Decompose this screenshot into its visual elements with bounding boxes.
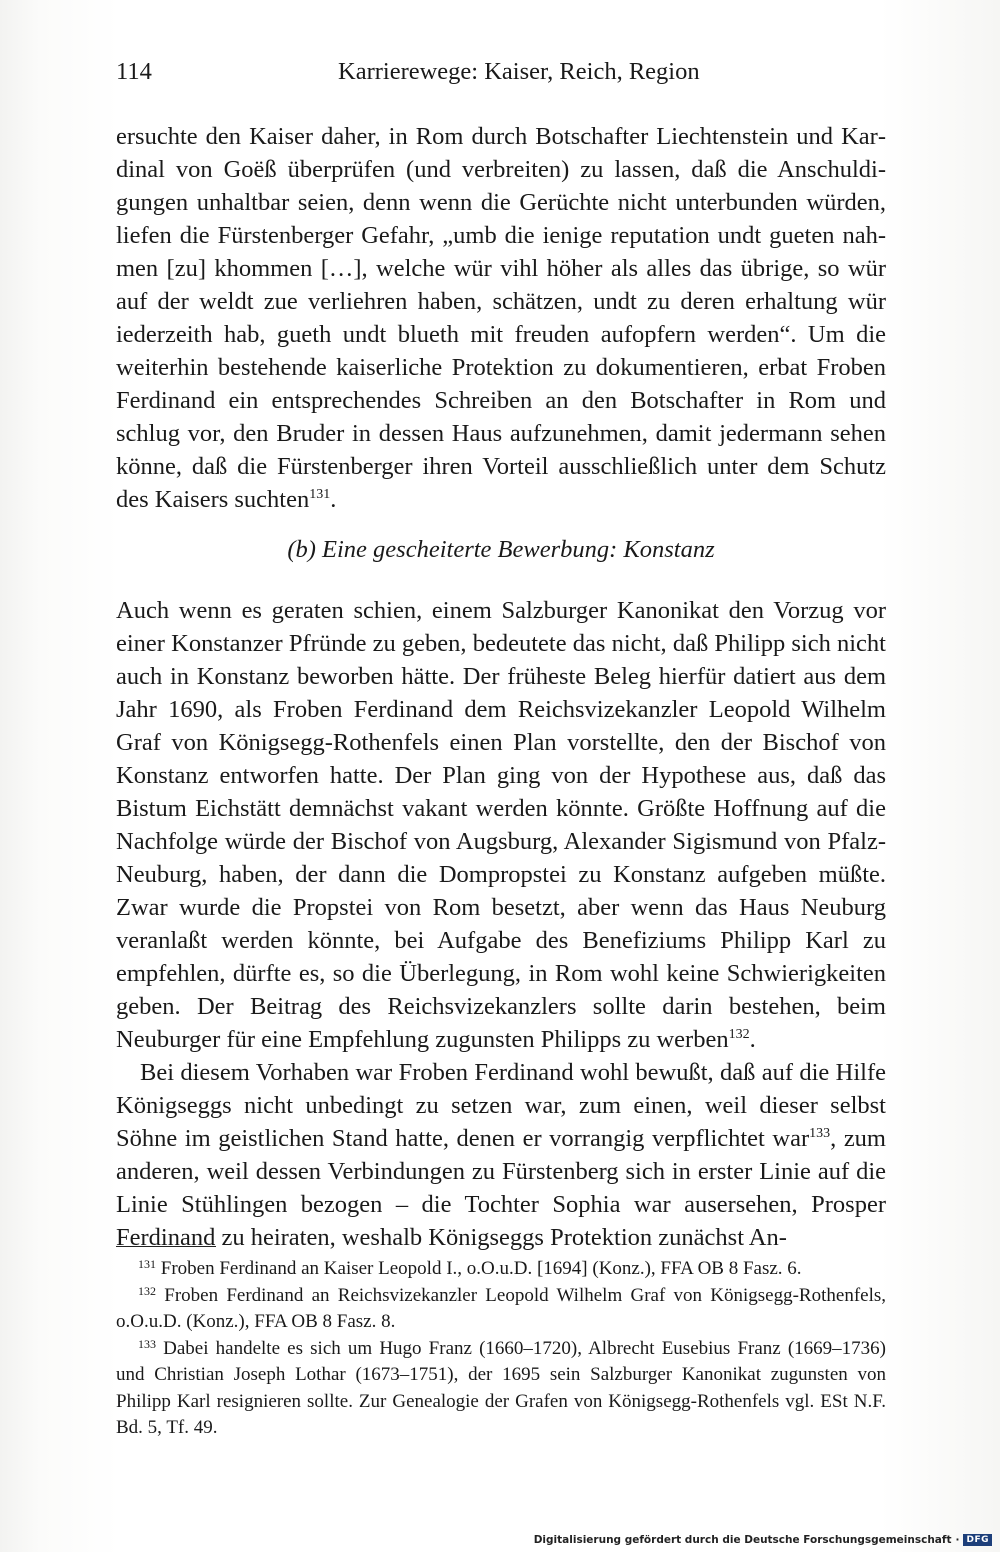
- paragraph-2-text: Auch wenn es geraten schien, einem Salzburger Kanonikat den Vorzug vor einer Konstanzer Pfründe zu geben, bedeutete das nicht, daß Philipp sich nicht auch in Konstanz beworben hätte. Der früheste Beleg hierfür datiert aus dem Jahr 1690, als Froben Ferdinand dem Reichsvizekanzler Leopold Wilhelm Graf von Königsegg-Rothenfels einen Plan vorstellte, den der Bischof von Konstanz entworfen hatte. Der Plan ging von der Hypothese aus, daß das Bistum Eichstätt demnächst vakant werden könnte. Größte Hoffnung auf die Nachfolge würde der Bischof von Augsburg, Alexander Sigismund von Pfalz-Neuburg, haben, der dann die Dompropstei zu Konstanz aufgeben müßte. Zwar wurde die Propstei von Rom besetzt, aber wenn das Haus Neuburg veranlaßt werden könnte, bei Aufgabe des Benefiziums Philipp Karl zu empfehlen, dürfte es, so die Überlegung, in Rom wohl keine Schwierigkeiten geben. Der Beitrag des Reichsvizekanzlers sollte darin bestehen, beim Neuburger für eine Empfehlung zugunsten Philipps zu werben: [116, 597, 886, 1053]
- footnote-number: 133: [138, 1336, 156, 1351]
- paragraph-1-end: .: [330, 486, 337, 513]
- digitization-credit: [534, 1534, 992, 1546]
- section-heading: (b) Eine gescheiterte Bewerbung: Konstanz: [287, 536, 715, 563]
- paragraph-3-text-b: , zum anderen, weil dessen Verbindungen zu Fürstenberg sich in erster Linie auf die Linie Stühlingen bezogen – die Tochter Sophia war ausersehen, Prosper Ferdinand zu heiraten, weshalb Königseggs Protektion zunächst An-: [116, 1125, 886, 1251]
- footnote-text: Dabei handelte es sich um Hugo Franz (1660–1720), Albrecht Eusebius Franz (1669–1736) und Christian Joseph Lothar (1673–1751), der 1695 sein Salzburger Kanonikat zugunsten von Philipp Karl resignieren sollte. Zur Genealogie der Grafen von Königsegg-Rothenfels vgl. ESt N.F. Bd. 5, Tf. 49.: [116, 1337, 887, 1438]
- footnote-131: [116, 1256, 886, 1283]
- footnote-133: [116, 1336, 886, 1442]
- footnote-ref-132[interactable]: 132: [728, 1027, 750, 1042]
- footnote-132: [116, 1283, 886, 1336]
- paragraph-1: [116, 120, 886, 516]
- footnotes: [116, 1256, 886, 1442]
- page-header: [116, 58, 886, 94]
- footnote-number: 132: [138, 1283, 156, 1298]
- footnote-divider: [116, 1246, 216, 1247]
- body-text-lower: [116, 594, 886, 1254]
- footnote-number: 131: [138, 1257, 156, 1271]
- footnote-text: Froben Ferdinand an Kaiser Leopold I., o.O.u.D. [1694] (Konz.), FFA OB 8 Fasz. 6.: [160, 1258, 802, 1279]
- paragraph-3: [116, 1056, 886, 1254]
- paragraph-3-text-a: Bei diesem Vorhaben war Froben Ferdinand wohl bewußt, daß auf die Hilfe Königseggs nicht unbedingt zu setzen war, zum einen, weil dieser selbst Söhne im geistlichen Stand hatte, denen er vorrangig verpflichtet war: [116, 1059, 886, 1152]
- body-text-upper: [116, 120, 886, 516]
- page-number: 114: [116, 58, 152, 85]
- paragraph-1-text: ersuchte den Kaiser daher, in Rom durch Botschafter Liechtenstein und Kardinal von Goëß überprüfen (und verbreiten) zu lassen, daß die Anschuldigungen unhaltbar seien, denn wenn die Gerüchte nicht unterbunden würden, liefen die Fürstenberger Gefahr, „umb die ienige reputation undt gueten nahmen [zu] khommen […], welche wür vihl höher als alles das übrige, so wür auf der weldt zue verliehren haben, schätzen, undt zu deren erhaltung wür iederzeith hab, gueth undt blueth mit freuden aufopfern werden“. Um die weiterhin bestehende kaiserliche Protektion zu dokumentieren, erbat Froben Ferdinand ein entsprechendes Schreiben an den Botschafter in Rom und schlug vor, den Bruder in dessen Haus aufzunehmen, damit jedermann sehen könne, daß die Fürstenberger ihren Vorteil ausschließlich unter dem Schutz des Kaisers suchten: [116, 123, 886, 513]
- running-title: Karrierewege: Kaiser, Reich, Region: [338, 58, 700, 85]
- credit-separator: ·: [955, 1534, 960, 1546]
- footnote-ref-131[interactable]: 131: [309, 487, 331, 502]
- credit-text: Digitalisierung gefördert durch die Deutsche Forschungsgemeinschaft: [533, 1534, 952, 1546]
- paragraph-2-end: .: [749, 1026, 756, 1053]
- footnote-text: Froben Ferdinand an Reichsvizekanzler Leopold Wilhelm Graf von Königsegg-Rothenfels, o.O.u.D. (Konz.), FFA OB 8 Fasz. 8.: [116, 1284, 886, 1332]
- dfg-logo-icon: DFG: [963, 1534, 992, 1546]
- footnote-ref-133[interactable]: 133: [809, 1126, 831, 1141]
- paragraph-2: [116, 594, 886, 1056]
